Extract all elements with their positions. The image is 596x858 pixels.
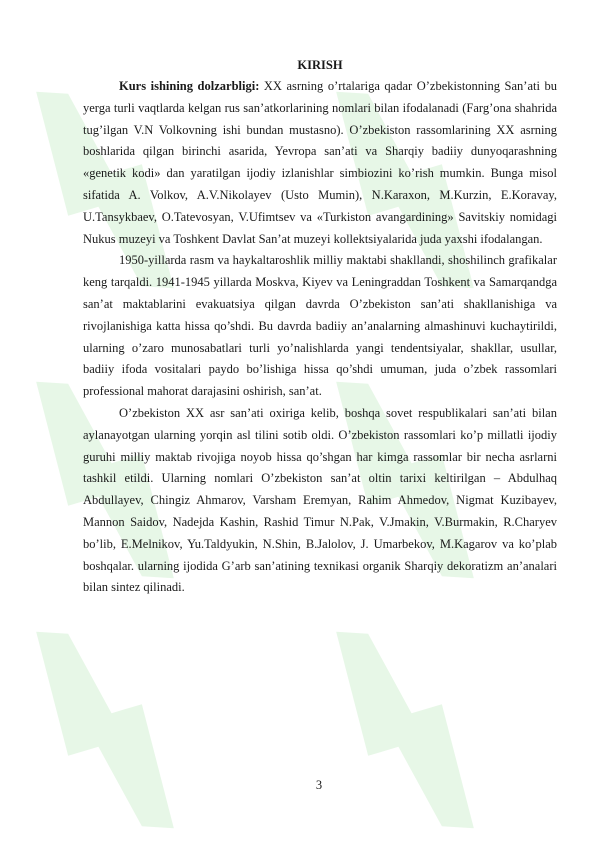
section-title: KIRISH bbox=[297, 58, 343, 72]
watermark-mark-6 bbox=[299, 606, 510, 854]
paragraph-3: O’zbekiston XX asr san’ati oxiriga kelib, boshqa sovet respublikalari san’ati bilan aylanayotgan ularning yorqin asl tilini sotib oldi. O’zbekiston rassomlari ko’p millatli ijodiy guruhi milliy maktab rivojiga noyob hissa qo’shgan har kimga rassomlar bir necha asrlarni tashkil etildi. Ularning nomlari O’zbekiston san’at oltin tarixi keltirilgan – Abdulhaq Abdullayev, Chingiz Ahmarov, Varsham Eremyan, Rahim Ahmedov, Nigmat Kuzibayev, Mannon Saidov, Nadejda Kashin, Rashid Timur N.Pak, V.Jmakin, V.Burmakin, R.Charyev bo’lib, E.Melnikov, Yu.Taldyukin, N.Shin, B.Jalolov, J. Umarbekov, M.Kagarov va ko’plab boshqalar. ularning ijodida G’arb san’atining texnikasi organik Sharqiy dekoratizm an’analari bilan sintez qilinadi. bbox=[83, 405, 557, 595]
paragraph-1-text: XX asrning o’rtalariga qadar O’zbekistonning San’ati bu yerga turli vaqtlarda kelgan rus san’atkorlarining nomlari bilan ifodalanadi (Farg’ona shahrida tug’ilgan V.N Volkovning ishi bundan mustasno). O’zbekiston rassomlarining XX asrning boshlarida qilgan birinchi asarida, Yevropa san’ati va Sharqiy badiiy dunyoqarashning «genetik kodi» dan yaratilgan ijodiy izlanishlar simbiozini ko’rish mumkin. Bunga misol sifatida A. Volkov, A.V.Nikolayev (Usto Mumin), N.Karaxon, M.Kurzin, E.Koravay, U.Tansykbaev, O.Tatevosyan, V.Ufimtsev va «Turkiston avangardining» Savitskiy nomidagi Nukus muzeyi va Toshkent Davlat San’at muzeyi kollektsiyalarida juda yaxshi ifodalangan. bbox=[83, 79, 558, 246]
paragraph-2: 1950-yillarda rasm va haykaltaroshlik milliy maktabi shakllandi, shoshilinch grafikalar keng tarqaldi. 1941-1945 yillarda Moskva, Kiyev va Leningraddan Toshkent va Samarqandga san’at maktablarini evakuatsiya qilgan davrda O’zbekiston san’ati shakllanishiga va rivojlanishiga katta hissa qo’shdi. Bu davrda badiiy an’analarning almashinuvi kuchaytirildi, ularning o’zaro munosabatlari turli yo’nalishlarda yangi tendentsiyalar, shakllar, usullar, badiiy ifoda vositalari paydo bo’lishiga hissa qo’shdi umuman, juda o’zbek rassomlari professional mahorat darajasini oshirish, san’at. bbox=[83, 253, 557, 399]
watermark-mark-5 bbox=[0, 606, 211, 854]
page-number: 3 bbox=[315, 778, 323, 792]
paragraph-lead: Kurs ishining dolzarbligi: bbox=[119, 79, 260, 93]
paragraph-1 bbox=[83, 76, 557, 250]
document-page bbox=[83, 57, 557, 599]
